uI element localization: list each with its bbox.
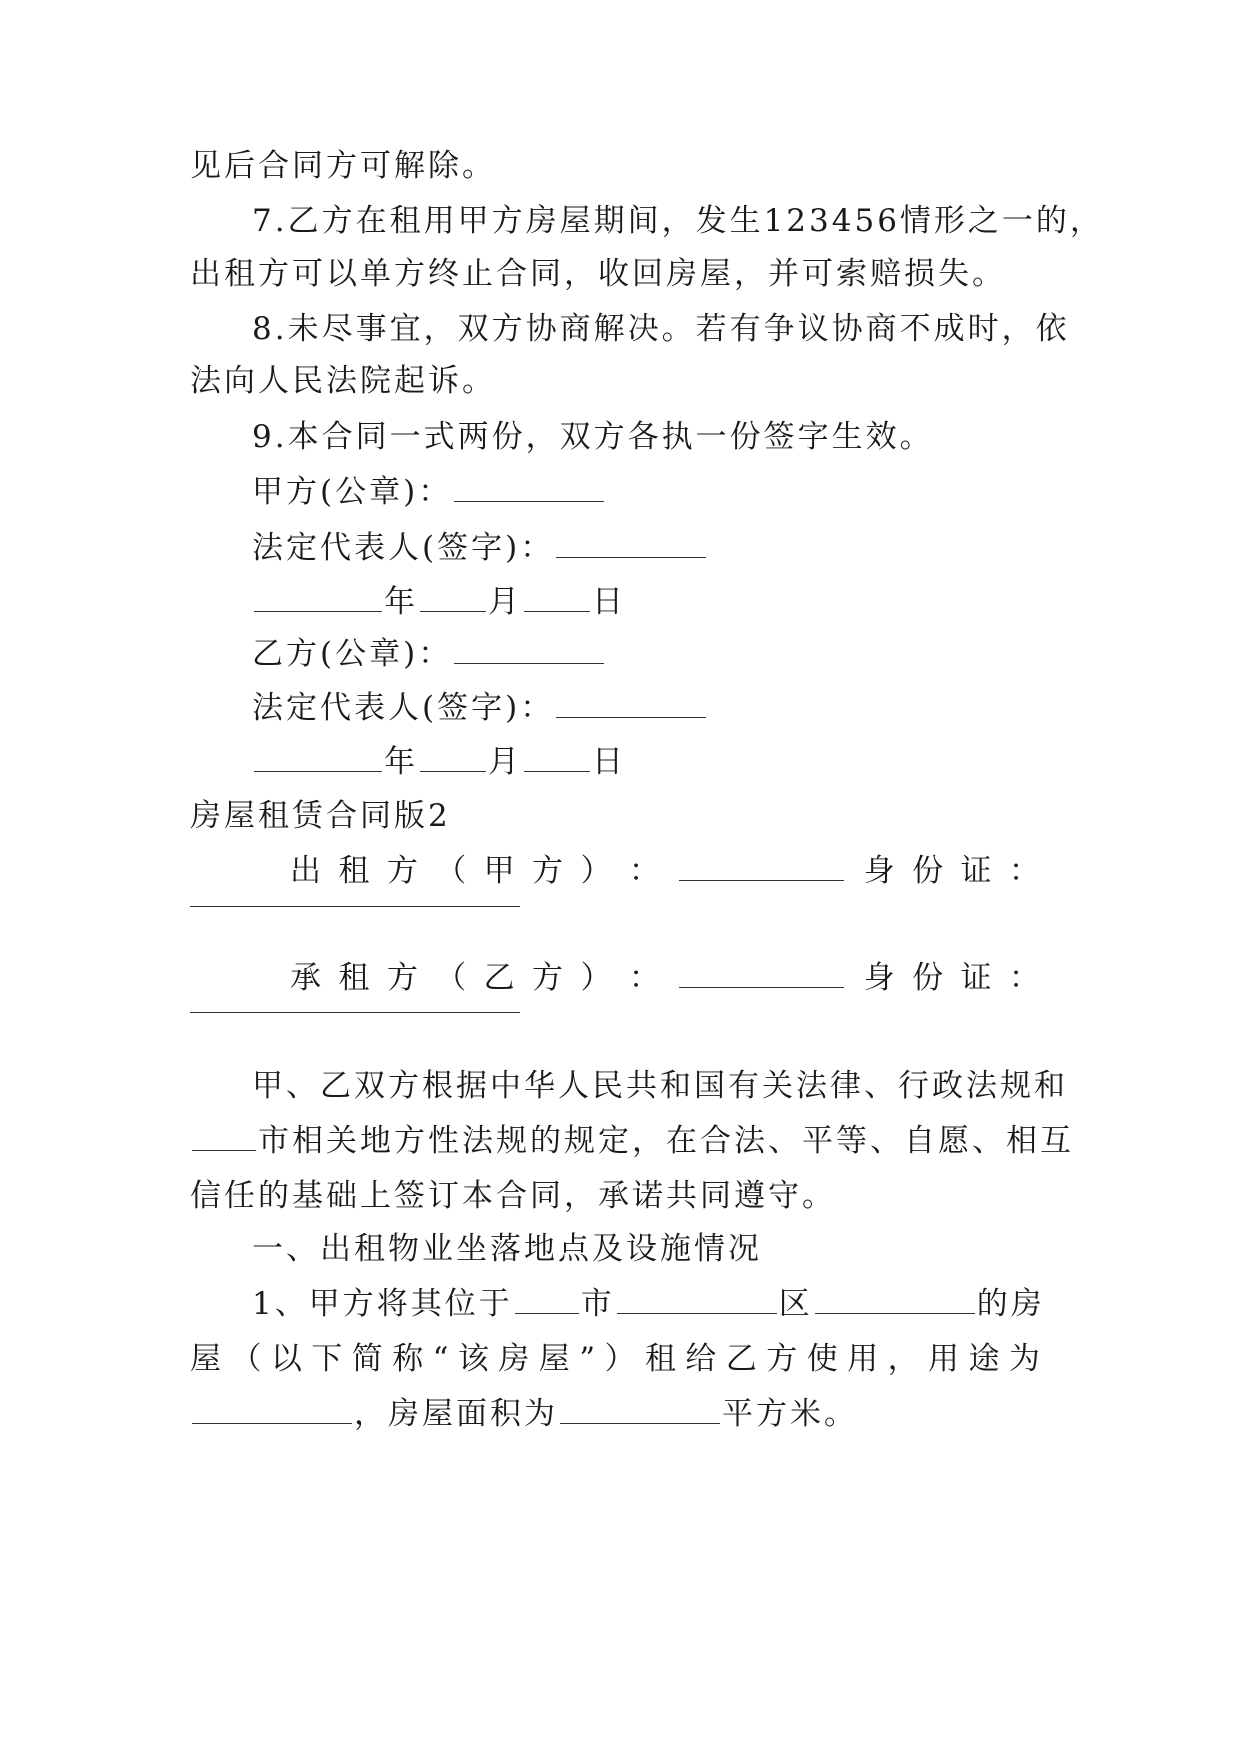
paragraph-line: 信任的基础上签订本合同，承诺共同遵守。 (190, 1178, 836, 1214)
lessor-char: 甲 (483, 853, 515, 889)
item1-char: 以 (270, 1341, 302, 1377)
lessor-name-blank[interactable] (679, 854, 844, 881)
id-char: 份 (912, 853, 944, 889)
party-a-date-line (252, 582, 626, 622)
lessor-char: ： (628, 853, 660, 889)
paragraph-line: 法向人民法院起诉。 (190, 363, 496, 399)
party-a-rep-label: 法定代表人(签字)： (252, 530, 555, 566)
id-char: 证 (960, 853, 992, 889)
item1-char: 屋 (190, 1341, 221, 1377)
section-title: 房屋租赁合同版2 (190, 798, 451, 834)
lessor-id-blank[interactable] (190, 906, 520, 907)
lessee-char: 租 (338, 960, 370, 996)
id-char: 身 (863, 853, 895, 889)
signature-blank[interactable] (556, 531, 706, 558)
lessor-char: 出 (290, 853, 321, 889)
month-label: 月 (488, 584, 522, 620)
item1-char: 使 (806, 1341, 838, 1377)
lessee-id-blank[interactable] (190, 1012, 520, 1013)
item1-char: ” (579, 1341, 596, 1377)
lessee-char: 乙 (483, 960, 515, 996)
item1-char: 用 (928, 1341, 960, 1377)
item1-char: 为 (1008, 1341, 1040, 1377)
city-blank[interactable] (192, 1124, 256, 1151)
item1-char: 方 (766, 1341, 798, 1377)
id-char: 身 (863, 960, 895, 996)
usage-blank[interactable] (192, 1397, 352, 1424)
id-char: ： (1008, 960, 1040, 996)
item1-char: 房 (498, 1341, 530, 1377)
lessor-char: （ (435, 853, 467, 889)
item1-char: “ (432, 1341, 449, 1377)
city-blank[interactable] (515, 1287, 579, 1314)
lessee-char: （ (435, 960, 467, 996)
item1-char: 屋 (538, 1341, 570, 1377)
year-blank[interactable] (254, 745, 382, 772)
item1-suffix: 的房 (976, 1286, 1045, 1322)
item1-line3 (190, 1394, 858, 1434)
paragraph-line: 见后合同方可解除。 (190, 148, 496, 184)
lessor-char: 租 (338, 853, 370, 889)
lessee-name-blank[interactable] (679, 961, 844, 988)
item1-char: ， (887, 1341, 919, 1377)
lessor-char: ） (580, 853, 612, 889)
paragraph-line (190, 1121, 1074, 1161)
month-blank[interactable] (420, 745, 486, 772)
signature-blank[interactable] (454, 637, 604, 664)
item1-city: 市 (580, 1286, 615, 1322)
address-blank[interactable] (815, 1287, 975, 1314)
day-label: 日 (592, 584, 626, 620)
item1-char: 简 (351, 1341, 383, 1377)
year-blank[interactable] (254, 585, 382, 612)
section-heading: 一、出租物业坐落地点及设施情况 (252, 1231, 762, 1267)
lessor-char: 方 (386, 853, 418, 889)
lessor-char: 方 (532, 853, 564, 889)
intro-text: 市相关地方性法规的规定，在合法、平等、自愿、相互 (258, 1123, 1074, 1159)
paragraph-line: 7.乙方在租用甲方房屋期间，发生123456情形之一的， (252, 203, 1104, 239)
item1-char: 称 (392, 1341, 424, 1377)
signature-blank[interactable] (556, 691, 706, 718)
paragraph-line: 甲、乙双方根据中华人民共和国有关法律、行政法规和 (252, 1068, 1068, 1104)
party-a-seal-line (252, 472, 606, 512)
id-char: 份 (912, 960, 944, 996)
item1-char: 给 (685, 1341, 717, 1377)
day-blank[interactable] (524, 585, 590, 612)
item1-char: 租 (644, 1341, 676, 1377)
day-label: 日 (592, 744, 626, 780)
party-b-rep-line (252, 688, 708, 728)
id-char: 证 (960, 960, 992, 996)
item1-district: 区 (778, 1286, 813, 1322)
party-b-rep-label: 法定代表人(签字)： (252, 690, 555, 726)
month-label: 月 (488, 744, 522, 780)
signature-blank[interactable] (454, 475, 604, 502)
area-blank[interactable] (560, 1397, 720, 1424)
item1-char: （ (230, 1341, 262, 1377)
year-label: 年 (384, 584, 418, 620)
paragraph-line: 出租方可以单方终止合同，收回房屋，并可索赔损失。 (190, 256, 1006, 292)
lessee-char: 承 (290, 960, 321, 996)
paragraph-line: 8.未尽事宜，双方协商解决。若有争议协商不成时，依 (252, 311, 1070, 347)
district-blank[interactable] (617, 1287, 777, 1314)
lessee-char: 方 (386, 960, 418, 996)
year-label: 年 (384, 744, 418, 780)
item1-area-unit: 平方米。 (722, 1396, 858, 1432)
id-char: ： (1008, 853, 1040, 889)
lessee-char: ） (580, 960, 612, 996)
lessee-char: 方 (532, 960, 564, 996)
item1-char: 乙 (725, 1341, 757, 1377)
item1-line2 (190, 1339, 1040, 1379)
item1-line (252, 1284, 1045, 1324)
party-b-date-line (252, 742, 626, 782)
lessee-char: ： (628, 960, 660, 996)
lessee-line (190, 958, 1040, 998)
item1-char: 途 (968, 1341, 1000, 1377)
party-b-seal-line (252, 634, 606, 674)
item1-char: 用 (847, 1341, 879, 1377)
paragraph-line: 9.本合同一式两份，双方各执一份签字生效。 (252, 419, 934, 455)
party-a-rep-line (252, 528, 708, 568)
item1-char: ） (604, 1341, 636, 1377)
item1-prefix: 1、甲方将其位于 (252, 1286, 513, 1322)
day-blank[interactable] (524, 745, 590, 772)
party-b-seal-label: 乙方(公章)： (252, 636, 453, 672)
month-blank[interactable] (420, 585, 486, 612)
item1-char: 该 (457, 1341, 489, 1377)
party-a-seal-label: 甲方(公章)： (252, 474, 453, 510)
item1-char: 下 (311, 1341, 343, 1377)
item1-area-label: ，房屋面积为 (354, 1396, 558, 1432)
lessor-line (190, 851, 1040, 891)
